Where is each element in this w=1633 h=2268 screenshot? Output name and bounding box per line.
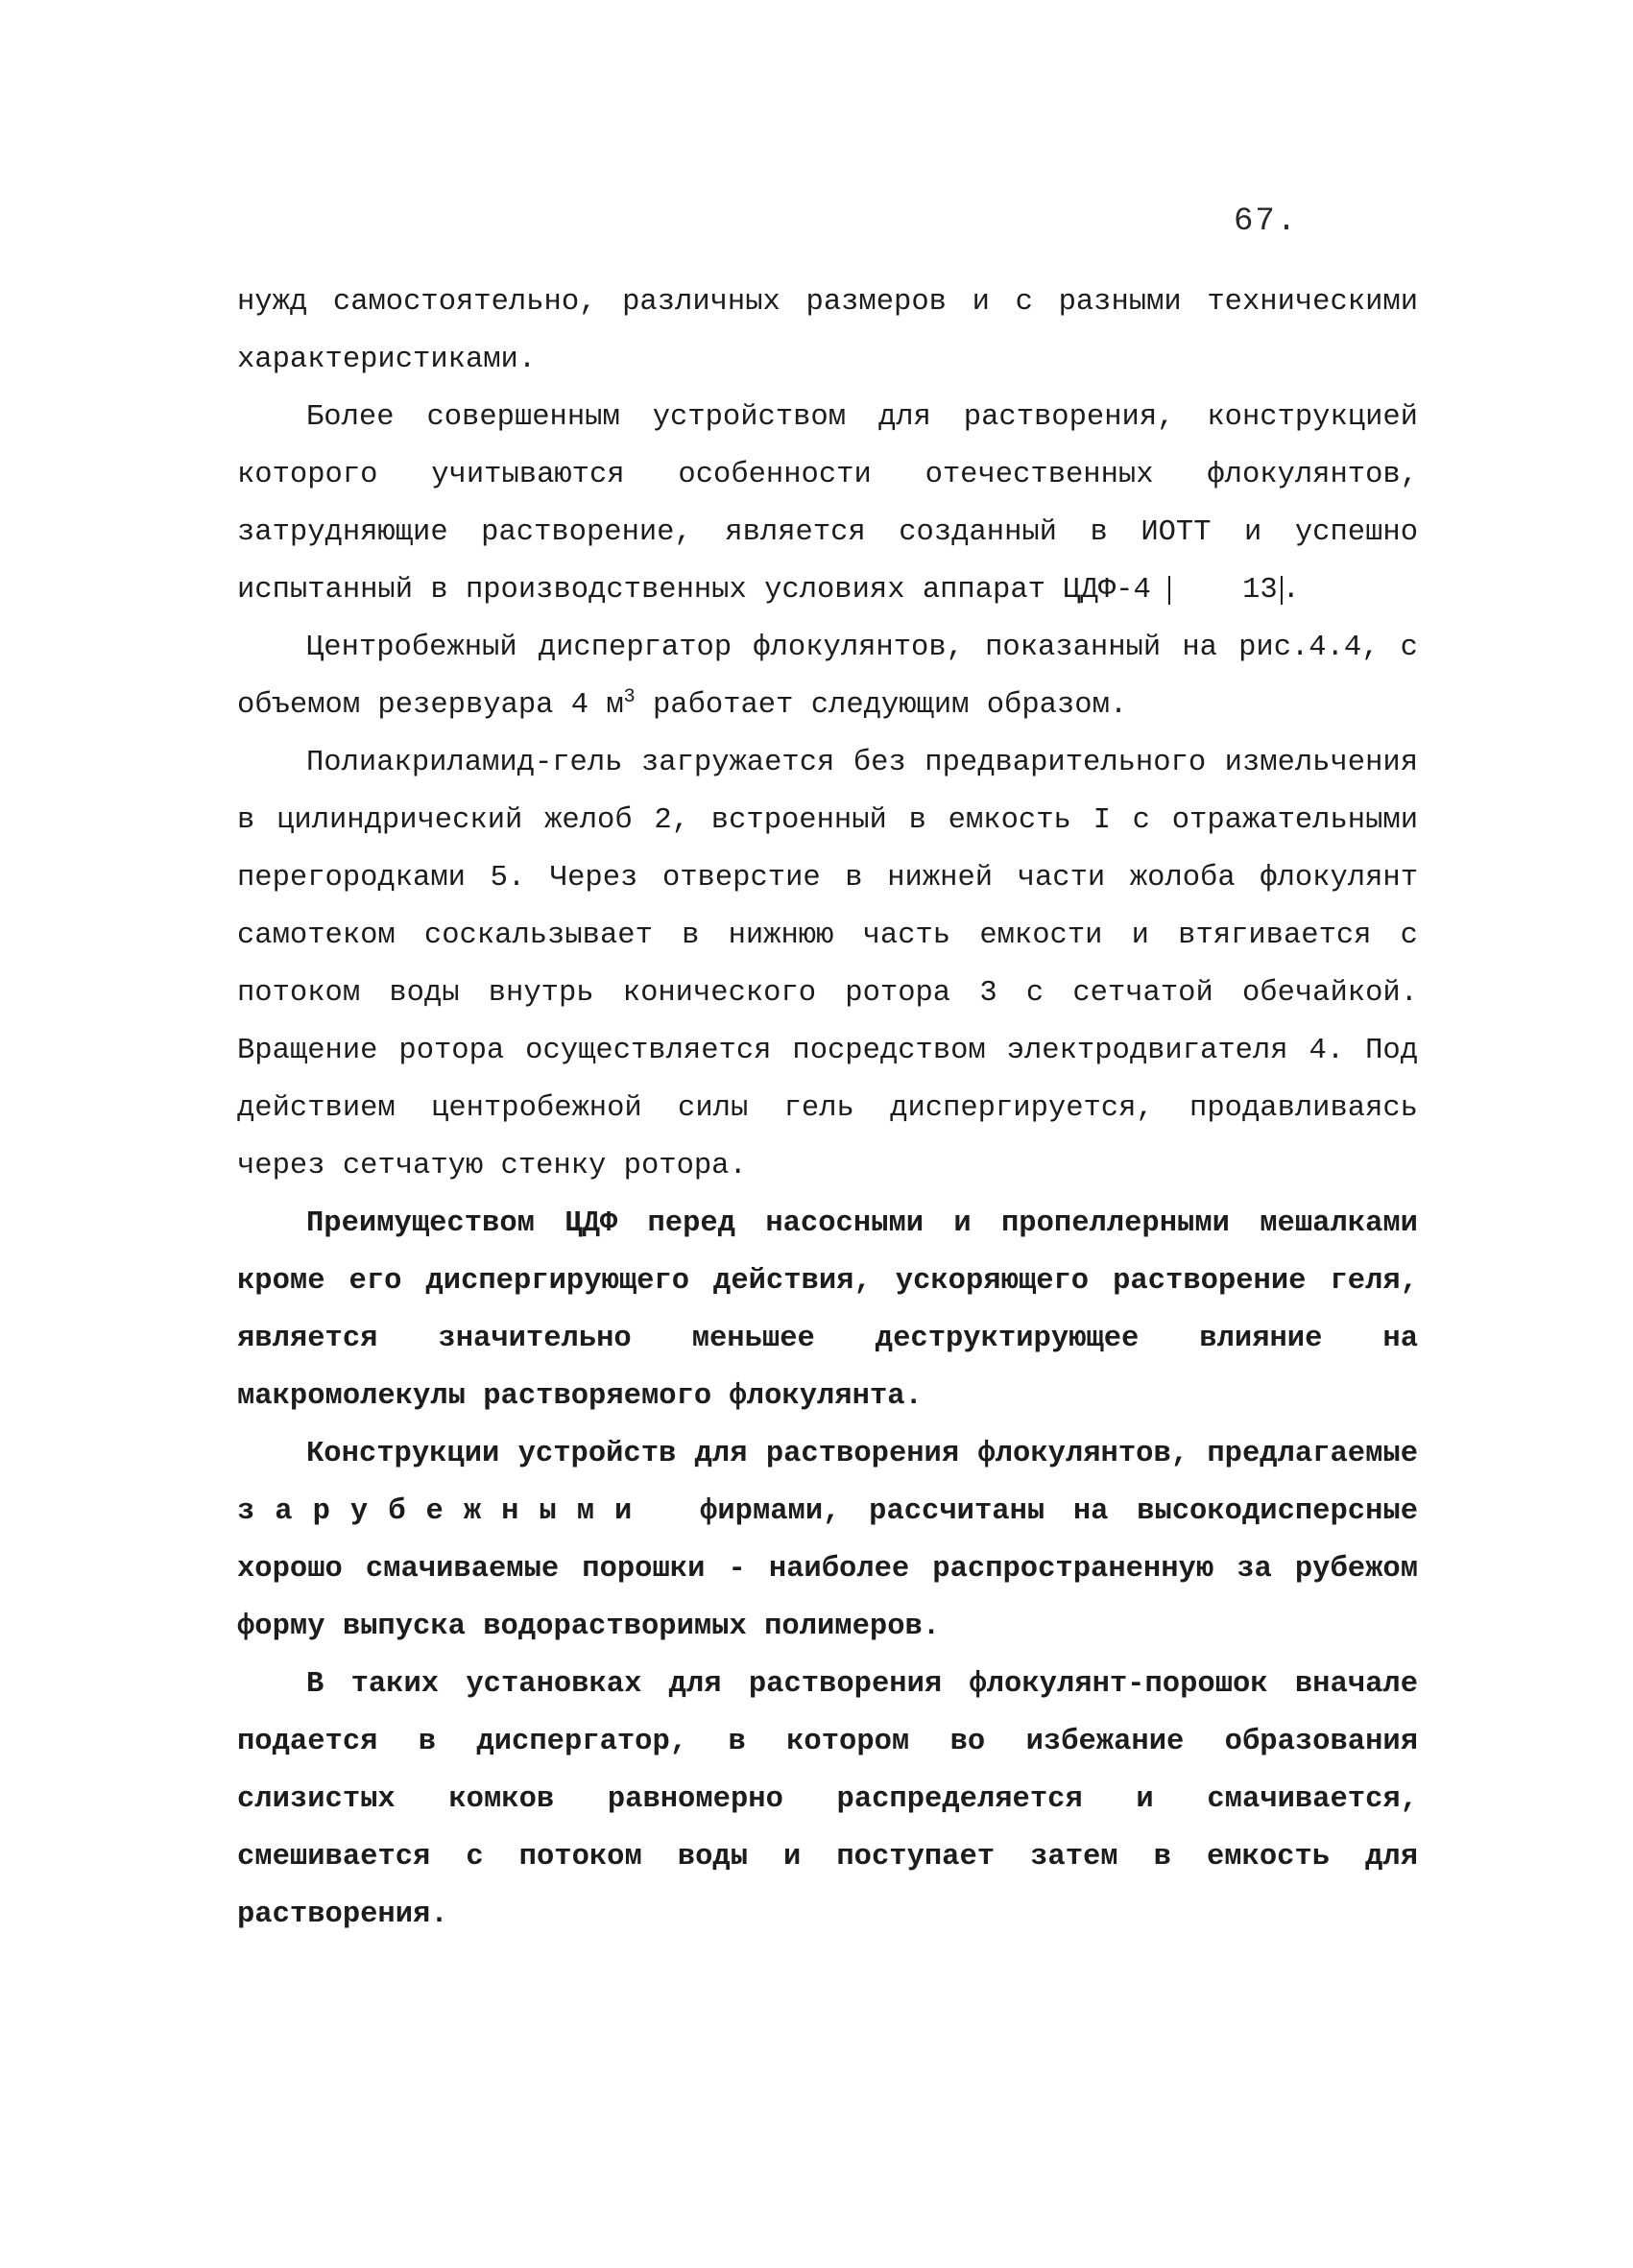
- paragraph-installations: В таких установках для растворения флокулянт-порошок вначале подается в диспергатор, в котором во избежание образования слизистых комков равномерно распределяется и смачивается, смешивается с потоком воды и поступает затем в емкость для растворения.: [237, 1668, 1418, 1931]
- reference-citation: 13: [1168, 576, 1283, 605]
- paragraph-text: Центробежный диспергатор флокулянтов, показанный на рис.4.4, с объемом резервуара 4 м: [237, 632, 1418, 722]
- paragraph-cdf-apparatus: [237, 389, 1418, 619]
- paragraph-operation: Полиакриламид-гель загружается без предварительного измельчения в цилиндрический желоб 2, встроенный в емкость I с отражательными перегородками 5. Через отверстие в нижней части жолоба флокулянт самотеком соскальзывает в нижнюю часть емкости и втягивается с потоком воды внутрь конического ротора 3 с сетчатой обечайкой. Вращение ротора осуществляется посредством электродвигателя 4. Под действием центробежной силы гель диспергируется, продавливаясь через сетчатую стенку ротора.: [237, 747, 1418, 1182]
- paragraph-advantages: Преимуществом ЦДФ перед насосными и пропеллерными мешалками кроме его диспергирующего действия, ускоряющего растворение геля, является значительно меньшее деструктирующее влияние на макромолекулы растворяемого флокулянта.: [237, 1207, 1418, 1413]
- page-number: 67.: [1234, 203, 1299, 240]
- paragraph-text: Более совершенным устройством для растворения, конструкцией которого учитываются особенности отечественных флокулянтов, затрудняющие растворение, является созданный в ИОТТ и успешно испытанный в производственных условиях аппарат ЦДФ-4: [237, 401, 1418, 607]
- paragraph-text: .: [1282, 574, 1300, 607]
- paragraph-text: Конструкции устройств для растворения флокулянтов, предлагаемые: [306, 1438, 1418, 1470]
- paragraph-dispersant-description: [237, 619, 1418, 734]
- spaced-emphasis: зарубежными: [237, 1495, 653, 1528]
- paragraph-text: работает следующим образом.: [635, 689, 1128, 722]
- body-text: [237, 274, 1418, 1944]
- paragraph-foreign-designs: [237, 1425, 1418, 1656]
- paragraph-text: фирмами, рассчитаны на высокодисперсные хорошо смачиваемые порошки - наиболее распространенную за рубежом форму выпуска водорастворимых полимеров.: [237, 1495, 1418, 1643]
- superscript: 3: [623, 685, 636, 708]
- paragraph-continuation: нужд самостоятельно, различных размеров и с разными техническими характеристиками.: [237, 286, 1418, 376]
